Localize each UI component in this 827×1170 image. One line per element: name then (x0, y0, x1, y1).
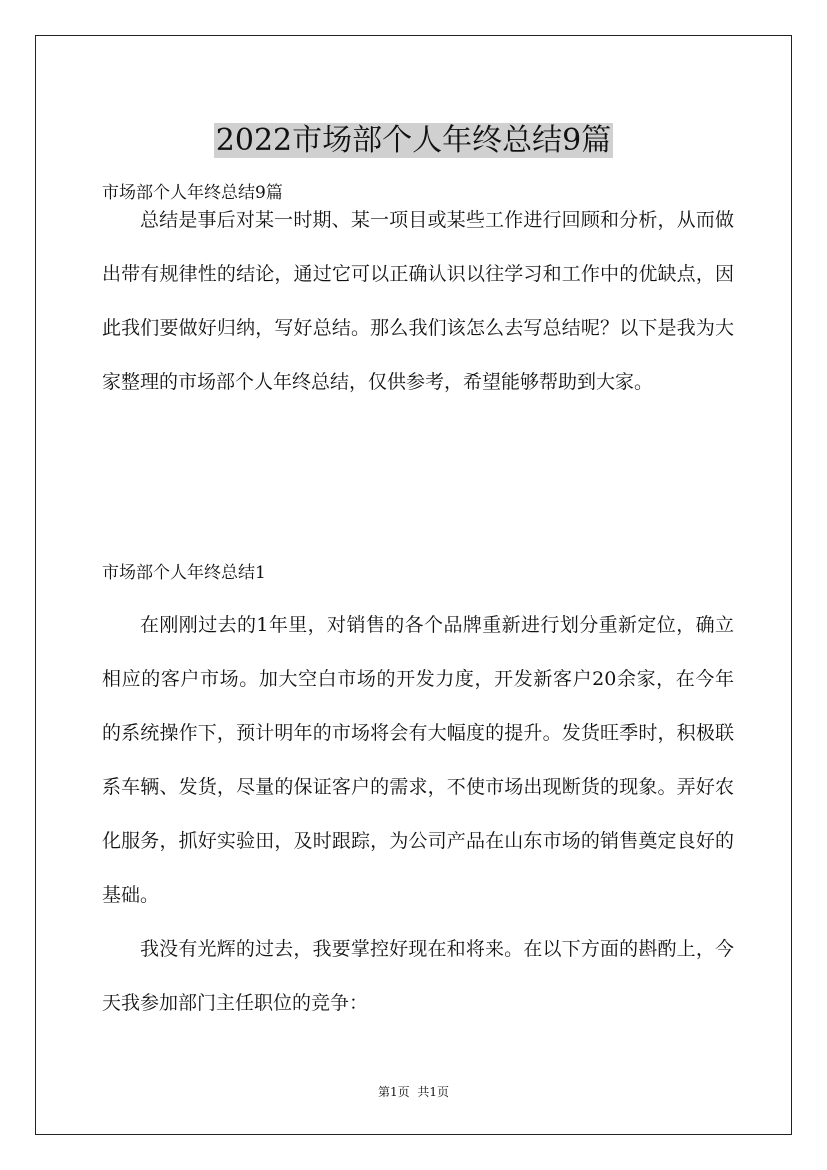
document-title (0, 120, 827, 162)
paragraph-2: 我没有光辉的过去，我要掌控好现在和将来。在以下方面的斟酌上，今天我参加部门主任职位的竞争： (102, 938, 734, 1014)
section-heading-1: 市场部个人年终总结1 (102, 563, 266, 583)
page-number: 第1页 (378, 1085, 410, 1099)
page-footer (0, 1084, 827, 1100)
page-total: 共1页 (417, 1085, 449, 1099)
section-heading-main: 市场部个人年终总结9篇 (102, 183, 283, 203)
document-title-text: 2022市场部个人年终总结9篇 (215, 123, 612, 159)
intro-paragraph: 总结是事后对某一时期、某一项目或某些工作进行回顾和分析，从而做出带有规律性的结论，通过它可以正确认识以往学习和工作中的优缺点，因此我们要做好归纳，写好总结。那么我们该怎么去写总结呢？以下是我为大家整理的市场部个人年终总结，仅供参考，希望能够帮助到大家。 (102, 209, 734, 393)
paragraph-1: 在刚刚过去的1年里，对销售的各个品牌重新进行划分重新定位，确立相应的客户市场。加大空白市场的开发力度，开发新客户20余家，在今年的系统操作下，预计明年的市场将会有大幅度的提升。发货旺季时，积极联系车辆、发货，尽量的保证客户的需求，不使市场出现断货的现象。弄好农化服务，抓好实验田，及时跟踪，为公司产品在山东市场的销售奠定良好的基础。 (102, 614, 734, 906)
